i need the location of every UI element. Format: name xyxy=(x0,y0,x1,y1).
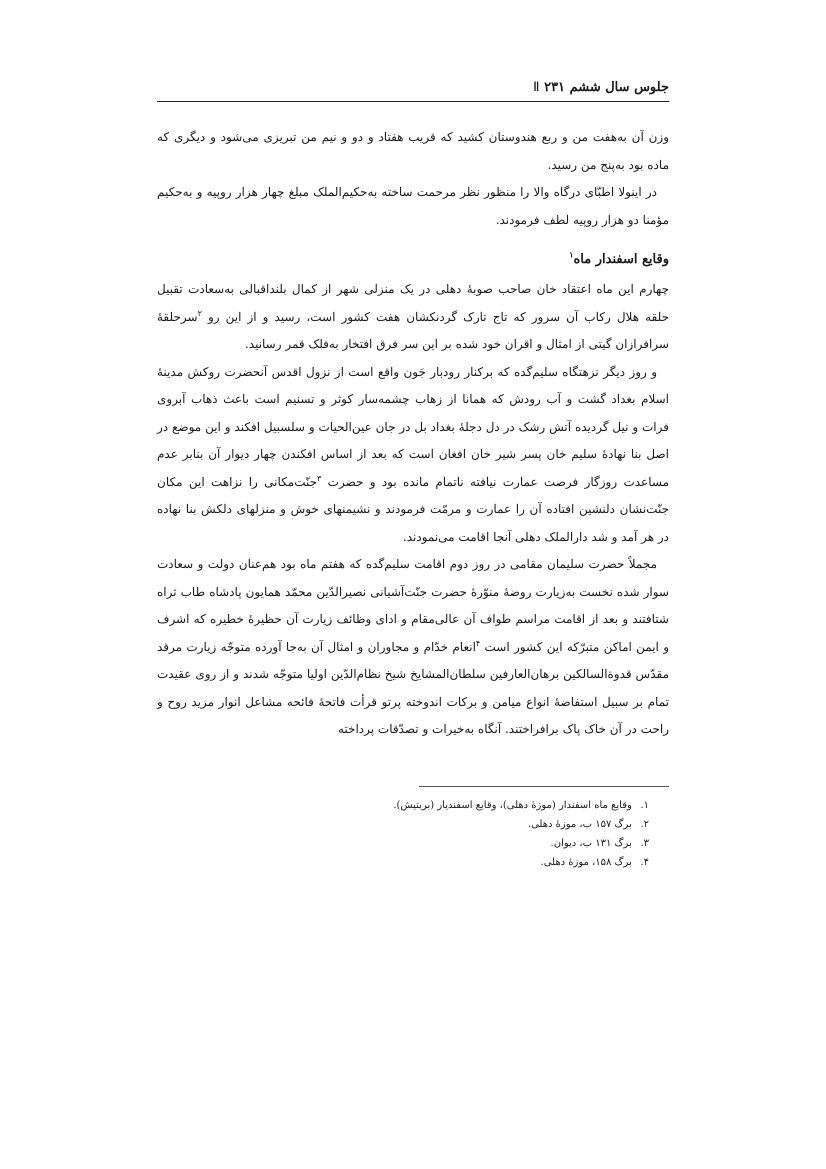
footnote-text: برگ ۱۵۷ ب، موزهٔ دهلی. xyxy=(527,819,632,830)
footnote-number: ۳. xyxy=(640,838,649,849)
footnote-item xyxy=(157,815,669,834)
footnote-text: برگ ۱۳۱ ب، دیوان. xyxy=(550,838,632,849)
paragraph-text: و روز دیگر نزهتگاه سلیم‌گده که برکنار رودبار جَون واقع است از نزول اقدس آنحضرت روکش مدینهٔ اسلام بغداد گشت و آب رودش که همانا از زهاب چشمه‌سار کوثر و تسنیم است باعث ذهاب آبروی فرات و نیل گردیده آتش رشک در دل دجلهٔ بغداد بل در جان عین‌الحیات و سلسبیل افکند و این موضع در اصل بنا نهادهٔ سلیم خان پسر شیر خان افغان است که بعد از اساس افکندن چهار دیوار آن بنابر عدم مساعدت روزگار فرصت عمارت نیافته ناتمام مانده بود و حضرت xyxy=(157,364,669,489)
paragraph-salimgadh xyxy=(157,359,669,552)
footnote-item xyxy=(157,796,669,815)
footnote-marker: ۴ xyxy=(475,638,481,648)
paragraph-pilgrimage xyxy=(157,551,669,744)
footnote-number: ۲. xyxy=(640,819,649,830)
footnote-marker: ۳ xyxy=(317,473,322,483)
paragraph-text: سرحلقهٔ سرافرازان گیتی از امثال و اقران خود شده بر این سر فرق افتخار به‌فلک قمر رسانید. xyxy=(157,309,669,351)
footnote-marker: ۱ xyxy=(569,249,574,260)
footnote-item xyxy=(157,853,669,872)
footnote-text: وقایع ماه اسفندار (موزهٔ دهلی)، وقایع اسفندیار (بریتیش). xyxy=(393,800,632,811)
footnote-text: برگ ۱۵۸، موزهٔ دهلی. xyxy=(540,857,632,868)
paragraph-physicians-reward: در اینولا اطبّای درگاه والا را منظور نظر مرحمت ساخته به‌حکیم‌الملک مبلغ چهار هزار روپیه و به‌حکیم مؤمنا دو هزار روپیه لطف فرمودند. xyxy=(157,185,669,227)
paragraph-itiqad-khan xyxy=(157,276,669,359)
header-rule xyxy=(157,101,669,102)
paragraph-text: مجملاً حضرت سلیمان مقامی در روز دوم اقامت سلیم‌گده که هفتم ماه بود هم‌عنان دولت و سعادت سوار شده نخست به‌زیارت روضهٔ منوّرهٔ حضرت جنّت‌آشیانی نصیرالدّین محمّد همایون پادشاه طاب ثراه شتافتند و بعد از اقامت مراسم طواف آن عالی‌مقام و ادای وظائف زیارت آن حظیرهٔ خطیره که اشرف و ایمن اماکن متبرّکه این کشور است xyxy=(157,557,669,654)
book-page xyxy=(157,78,669,868)
body-text xyxy=(157,124,669,744)
section-title: وقایع اسفندار ماه xyxy=(573,252,669,267)
footnote-rule xyxy=(419,786,669,787)
running-head: جلوس سال ششم ǁ ۲۳۱ xyxy=(533,80,669,95)
footnote-number: ۱. xyxy=(640,800,649,811)
paragraph-text: انعام خدّام و مجاوران و امثال آن به‌جا آورده متوجّه زیارت مرقد مقدّس قدوةالسالکین برهان‌العارفین سلطان‌المشایخ شیخ نظام‌الدّین اولیا متوجّه شدند و از روی عقیدت تمام بر سبیل استفاضهٔ انواع میامن و برکات اندوخته پرتو قرأت فاتحهٔ فائحه مشاعل انوار مزید روح و راحت در آن خاک پاک برافراختند. آنگاه به‌خیرات و تصدّقات پرداخته xyxy=(157,639,669,736)
section-heading xyxy=(157,248,669,272)
footnote-marker: ۲ xyxy=(197,308,202,318)
footnote-item xyxy=(157,834,669,853)
footnote-number: ۴. xyxy=(640,857,649,868)
footnotes xyxy=(157,796,669,872)
paragraph-text: چهارم این ماه اعتقاد خان صاحب صوبهٔ دهلی در یک منزلی شهر از کمال بلنداقبالی به‌سعادت تقبیل حلقه هلال رکاب آن سرور که تاج تارک گردنکشان هفت کشور است، رسید و از این رو xyxy=(157,282,669,324)
paragraph-text: جنّت‌مکانی را نزاهت این مکان جنّت‌نشان دلنشین افتاده آن را عمارت و مرمّت فرمودند و نشیمنهای خوش و منزلهای دلکش بنا نهاده در هر آمد و شد دارالملک دهلی آنجا اقامت می‌نمودند. xyxy=(157,474,669,544)
paragraph-weighing: وزن آن به‌هفت من و ربع هندوستان کشید که قریب هفتاد و دو و نیم من تبریزی می‌شود و دیگری که ماده بود به‌پنج من رسید. xyxy=(157,130,669,172)
